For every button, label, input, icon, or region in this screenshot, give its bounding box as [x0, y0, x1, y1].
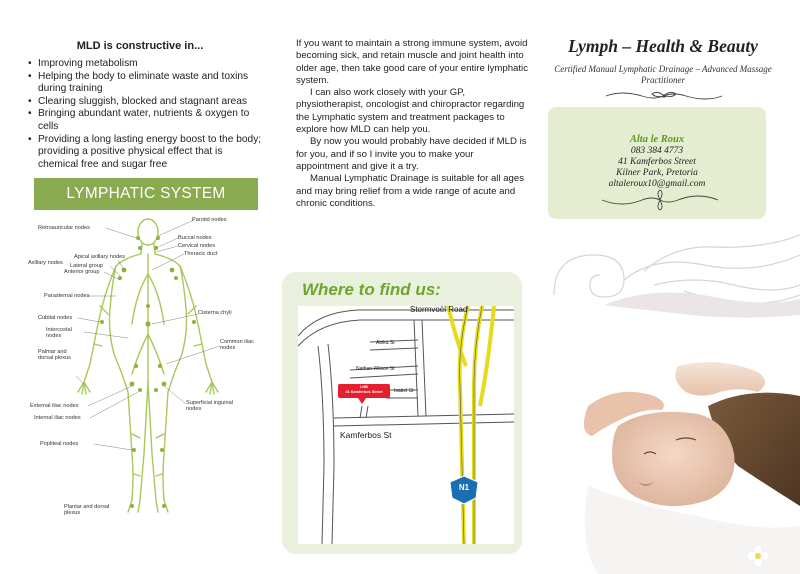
label-common-iliac: Common iliac nodes [220, 339, 254, 352]
label-parasternal: Parasternal nodes [44, 293, 90, 299]
cover-panel [534, 0, 800, 574]
body-figure-illustration [28, 214, 268, 524]
massage-photo [558, 336, 800, 574]
road-abika: Abika St [376, 340, 395, 346]
contact-email[interactable]: altaleroux10@gmail.com [608, 179, 706, 189]
lymphatic-diagram [28, 214, 268, 524]
list-item: • Clearing sluggish, blocked and stagnant areas [28, 96, 264, 109]
street-map-graphic [298, 306, 514, 544]
location-marker [339, 385, 389, 395]
mld-benefits-list [28, 58, 264, 171]
brand-subtitle: Certified Manual Lymphatic Drainage – Advanced Massage Practitioner [554, 64, 772, 85]
label-cervical: Cervical nodes [178, 243, 215, 249]
label-apical: Apical axillary nodes [74, 254, 125, 260]
paragraph: Manual Lymphatic Drainage is suitable for all ages and may bring relief from a wide range of acute and chronic conditions. [296, 173, 525, 209]
label-anterior: Anterior group [64, 269, 100, 275]
info-text [296, 38, 528, 210]
road-nathan-wilson: Nathan Wilson St [356, 366, 395, 372]
map-title: Where to find us: [302, 280, 441, 299]
mld-heading: MLD is constructive in... [76, 40, 204, 52]
paragraph: If you want to maintain a strong immune system, avoid becoming sick, and retain muscle and joint health into older age, then take good care of your entire lymphatic system. [296, 38, 528, 86]
brand-title: Lymph – Health & Beauty [568, 36, 758, 56]
contact-area: Kilner Park, Pretoria [616, 168, 698, 178]
label-axillary: Axillary nodes [28, 260, 63, 266]
left-panel [0, 0, 268, 574]
list-item: • Improving metabolism [28, 58, 264, 71]
spa-massage-image [558, 336, 800, 574]
flourish-bottom-icon [598, 188, 722, 212]
location-map-card [282, 272, 522, 554]
label-parotid: Parotid nodes [192, 217, 227, 223]
label-intercostal: Intercostal nodes [46, 327, 72, 340]
label-popliteal: Popliteal nodes [40, 441, 79, 447]
label-buccal: Buccal nodes [178, 235, 212, 241]
label-lateral: Lateral group [70, 263, 103, 269]
contact-phone[interactable]: 083 384 4773 [630, 146, 684, 156]
label-retroauricular: Retroauricular nodes [38, 225, 90, 231]
label-internal-iliac: Internal iliac nodes [34, 415, 81, 421]
road-stormvoel: Stormvoël Road [410, 306, 468, 314]
label-external-iliac: External iliac nodes [30, 403, 79, 409]
marker-label: LHB [360, 385, 368, 389]
contact-name: Alta le Roux [629, 134, 685, 145]
road-kamferbos: Kamferbos St [340, 430, 392, 440]
decorative-swirl-icon [534, 225, 800, 325]
label-palmar: Palmar and dorsal plexus [38, 349, 71, 362]
marker-address: 41 Kamferbos Street [345, 390, 383, 394]
contact-street: 41 Kamferbos Street [618, 157, 696, 167]
list-item: • Helping the body to eliminate waste and toxins during training [28, 71, 264, 96]
paragraph: I can also work closely with your GP, physiotherapist, oncologist and chiropractor regarding the Lymphatic system and treatment packages to explore how MLD can help you. [296, 87, 525, 136]
label-superficial: Superficial inguinal nodes [186, 400, 233, 413]
street-map [298, 306, 514, 544]
middle-panel [268, 0, 534, 574]
label-cubital: Cubital nodes [38, 315, 73, 321]
flourish-top-icon [602, 88, 726, 104]
list-item: • Bringing abundant water, nutrients & oxygen to cells [28, 108, 264, 133]
paragraph: By now you would probably have decided if MLD is for you, and if so I invite you to make your appointment and give it a try. [296, 136, 527, 172]
list-item: • Providing a long lasting energy boost to the body; providing a positive physical effect that is chemical free and sugar free [28, 134, 264, 172]
label-cisterna: Cisterna chyli [198, 310, 232, 316]
label-plantar: Plantar and dorsal plexus [64, 504, 110, 517]
lymphatic-system-banner: LYMPHATIC SYSTEM [34, 178, 258, 210]
road-isabel: Isabel St [394, 388, 414, 394]
n1-highway-shield: N1 [458, 483, 470, 492]
label-thoracic: Thoracic duct [184, 251, 218, 257]
